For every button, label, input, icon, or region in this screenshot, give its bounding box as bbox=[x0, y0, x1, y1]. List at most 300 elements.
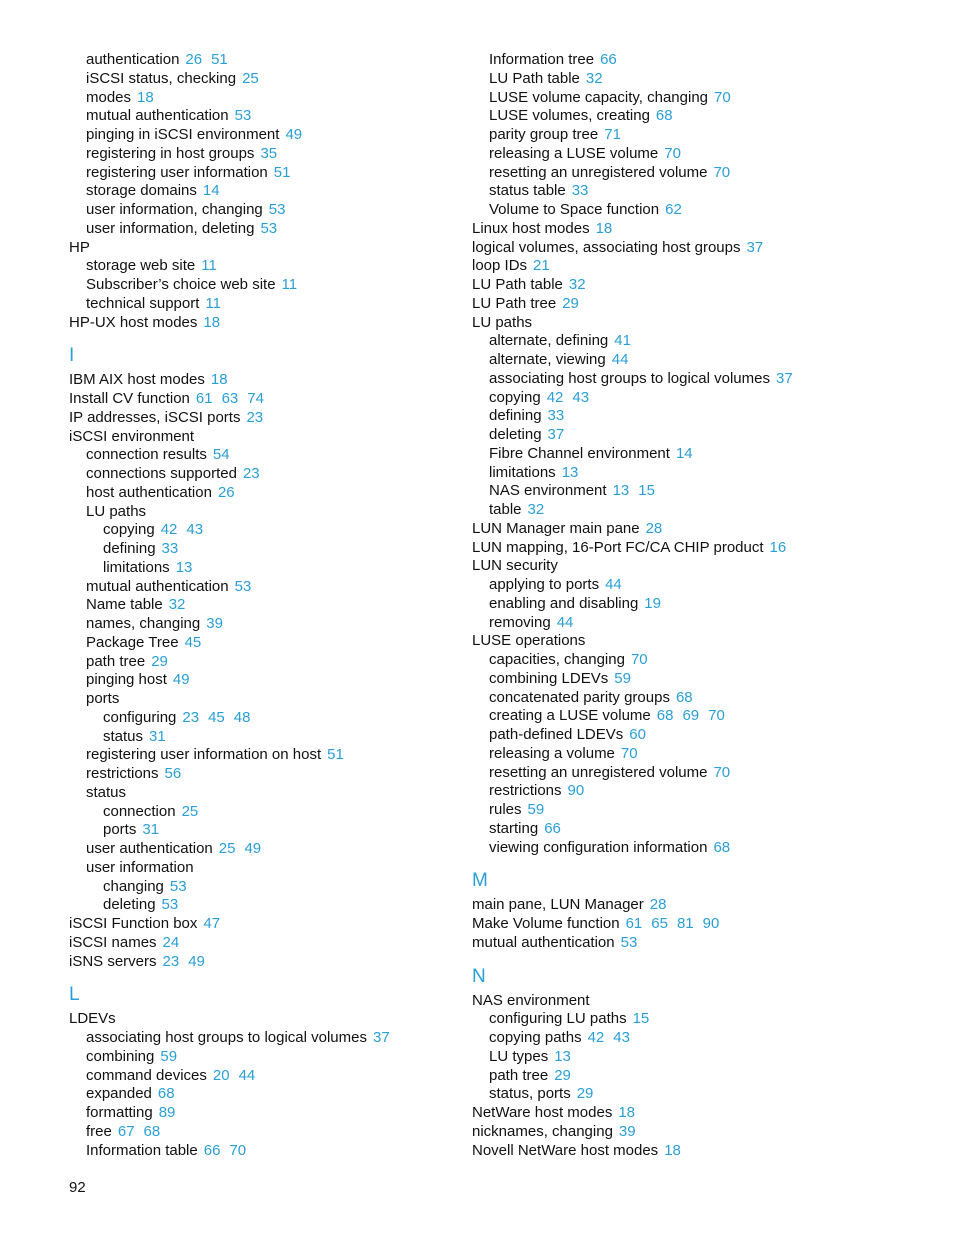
index-entry bbox=[69, 107, 449, 126]
page-reference-link[interactable]: 23 bbox=[246, 408, 264, 426]
page-reference-link[interactable]: 20 bbox=[212, 1066, 230, 1084]
index-term: HP bbox=[69, 238, 90, 256]
page-reference-link[interactable]: 33 bbox=[571, 182, 589, 200]
page-reference-link[interactable]: 37 bbox=[547, 426, 565, 443]
index-entry bbox=[472, 220, 912, 239]
index-term: path tree bbox=[86, 652, 146, 670]
page-reference-link[interactable]: 53 bbox=[260, 219, 278, 237]
page-reference-link[interactable]: 53 bbox=[234, 107, 252, 125]
index-term: ports bbox=[103, 821, 137, 839]
index-entry bbox=[472, 745, 912, 764]
page-reference-link[interactable]: 44 bbox=[611, 351, 629, 368]
index-entry bbox=[69, 803, 449, 822]
index-entry bbox=[472, 1029, 912, 1048]
page-reference-link[interactable]: 74 bbox=[247, 390, 264, 407]
index-entry bbox=[69, 709, 449, 728]
page-reference-link[interactable]: 66 bbox=[203, 1141, 221, 1159]
index-entry bbox=[69, 859, 449, 878]
page-reference-link[interactable]: 16 bbox=[769, 538, 787, 556]
page-reference-link[interactable]: 81 bbox=[676, 915, 694, 932]
index-term: iSCSI status, checking bbox=[86, 69, 237, 87]
page-reference-link[interactable]: 89 bbox=[158, 1104, 176, 1121]
index-entry bbox=[69, 446, 449, 465]
page-reference-link[interactable]: 61 bbox=[625, 915, 643, 932]
index-term: NAS environment bbox=[489, 482, 607, 500]
index-entry bbox=[472, 1010, 912, 1029]
index-term: connections supported bbox=[86, 465, 237, 482]
index-term: HP-UX host modes bbox=[69, 313, 198, 331]
page-reference-link[interactable]: 70 bbox=[713, 763, 731, 781]
page-reference-link[interactable]: 18 bbox=[203, 313, 221, 331]
index-entry bbox=[472, 1123, 912, 1142]
index-entry bbox=[69, 540, 449, 559]
page-reference-link[interactable]: 69 bbox=[682, 707, 700, 725]
index-entry bbox=[472, 482, 912, 501]
page-reference-link[interactable]: 39 bbox=[206, 615, 223, 632]
page-reference-link[interactable]: 11 bbox=[281, 276, 298, 293]
page-reference-link[interactable]: 13 bbox=[561, 463, 579, 481]
index-term: registering in host groups bbox=[86, 144, 255, 162]
page-reference-link[interactable]: 56 bbox=[164, 765, 182, 782]
index-entry bbox=[69, 70, 449, 89]
index-entry bbox=[472, 839, 912, 858]
page-reference-link[interactable]: 15 bbox=[632, 1010, 650, 1028]
page-reference-link[interactable]: 32 bbox=[168, 596, 186, 614]
index-entry bbox=[472, 576, 912, 595]
page-reference-link[interactable]: 44 bbox=[556, 613, 574, 631]
page-reference-link[interactable]: 42 bbox=[160, 521, 178, 539]
index-entry bbox=[472, 182, 912, 201]
index-term: resetting an unregistered volume bbox=[489, 163, 708, 181]
index-term: limitations bbox=[489, 463, 556, 481]
index-entry bbox=[472, 164, 912, 183]
index-entry bbox=[69, 1029, 449, 1048]
index-entry bbox=[69, 953, 449, 972]
index-term: LU types bbox=[489, 1047, 549, 1065]
page-reference-link[interactable]: 21 bbox=[533, 257, 550, 275]
index-entry bbox=[69, 821, 449, 840]
page-reference-link[interactable]: 29 bbox=[562, 294, 579, 312]
page-reference-link[interactable]: 48 bbox=[233, 708, 251, 726]
page-reference-link[interactable]: 66 bbox=[600, 51, 617, 68]
page-reference-link[interactable]: 29 bbox=[576, 1085, 594, 1103]
page-reference-link[interactable]: 70 bbox=[708, 707, 725, 725]
page-reference-link[interactable]: 33 bbox=[547, 407, 565, 425]
index-term: NAS environment bbox=[472, 991, 590, 1009]
index-term: deleting bbox=[489, 426, 542, 443]
index-term: LU Path tree bbox=[472, 294, 557, 312]
index-entry bbox=[472, 1067, 912, 1086]
page-reference-link[interactable]: 70 bbox=[714, 88, 731, 106]
index-entry bbox=[472, 107, 912, 126]
page-reference-link[interactable]: 53 bbox=[169, 877, 187, 895]
page-reference-link[interactable]: 70 bbox=[229, 1141, 247, 1159]
index-entry bbox=[472, 820, 912, 839]
index-term: Novell NetWare host modes bbox=[472, 1141, 659, 1159]
index-term: iSCSI Function box bbox=[69, 915, 198, 932]
page-reference-link[interactable]: 90 bbox=[702, 915, 720, 932]
page-reference-link[interactable]: 51 bbox=[327, 746, 344, 764]
page-reference-link[interactable]: 43 bbox=[613, 1029, 630, 1046]
index-entry bbox=[69, 840, 449, 859]
page-reference-link[interactable]: 67 bbox=[117, 1122, 135, 1140]
index-entry bbox=[472, 992, 912, 1011]
page-reference-link[interactable]: 25 bbox=[242, 69, 259, 87]
index-term: associating host groups to logical volumes bbox=[489, 369, 770, 387]
index-term: pinging in iSCSI environment bbox=[86, 126, 280, 143]
index-term: releasing a LUSE volume bbox=[489, 144, 659, 162]
index-term: copying paths bbox=[489, 1029, 582, 1046]
page-reference-link[interactable]: 70 bbox=[713, 163, 731, 181]
index-term: ports bbox=[86, 690, 120, 707]
index-term: table bbox=[489, 501, 522, 518]
page-reference-link[interactable]: 13 bbox=[612, 482, 630, 500]
index-entry bbox=[472, 689, 912, 708]
index-entry bbox=[472, 257, 912, 276]
page-reference-link[interactable]: 66 bbox=[544, 819, 561, 837]
page-reference-link[interactable]: 18 bbox=[618, 1104, 636, 1121]
index-entry bbox=[472, 332, 912, 351]
page-reference-link[interactable]: 11 bbox=[205, 294, 221, 312]
page-reference-link[interactable]: 25 bbox=[181, 802, 199, 820]
index-term: defining bbox=[489, 407, 542, 425]
page-reference-link[interactable]: 39 bbox=[618, 1122, 636, 1140]
page-reference-link[interactable]: 45 bbox=[208, 708, 225, 726]
index-term: Install CV function bbox=[69, 390, 190, 407]
index-term: releasing a volume bbox=[489, 744, 615, 762]
index-entry bbox=[472, 707, 912, 726]
index-entry bbox=[69, 503, 449, 522]
page-reference-link[interactable]: 14 bbox=[675, 444, 693, 462]
index-term: starting bbox=[489, 819, 539, 837]
page-reference-link[interactable]: 31 bbox=[142, 821, 160, 839]
page-reference-link[interactable]: 70 bbox=[620, 744, 638, 762]
index-letter-heading: L bbox=[69, 984, 80, 1006]
index-entry bbox=[69, 653, 449, 672]
index-entry bbox=[69, 915, 449, 934]
index-letter-heading: I bbox=[69, 345, 75, 367]
page-reference-link[interactable]: 68 bbox=[675, 688, 693, 706]
page-reference-link[interactable]: 70 bbox=[664, 144, 681, 162]
index-term: Name table bbox=[86, 596, 163, 614]
index-entry bbox=[69, 596, 449, 615]
index-entry bbox=[69, 521, 449, 540]
page-reference-link[interactable]: 53 bbox=[234, 577, 252, 595]
index-term: deleting bbox=[103, 896, 156, 914]
index-term: Information table bbox=[86, 1141, 198, 1159]
index-column-left bbox=[69, 51, 449, 1160]
page-reference-link[interactable]: 59 bbox=[160, 1047, 178, 1065]
index-entry bbox=[472, 51, 912, 70]
page-reference-link[interactable]: 43 bbox=[572, 388, 590, 406]
index-entry bbox=[69, 201, 449, 220]
index-term: combining LDEVs bbox=[489, 669, 609, 687]
index-term: Information tree bbox=[489, 51, 595, 68]
index-entry bbox=[472, 801, 912, 820]
page-reference-link[interactable]: 25 bbox=[218, 840, 236, 857]
page-reference-link[interactable]: 37 bbox=[746, 238, 764, 256]
page-reference-link[interactable]: 13 bbox=[175, 558, 193, 576]
index-entry bbox=[472, 389, 912, 408]
page-reference-link[interactable]: 62 bbox=[665, 201, 682, 218]
page-reference-link[interactable]: 44 bbox=[238, 1066, 256, 1084]
page-reference-link[interactable]: 53 bbox=[161, 896, 179, 914]
index-entry bbox=[69, 257, 449, 276]
index-term: enabling and disabling bbox=[489, 594, 639, 612]
index-entry bbox=[69, 728, 449, 747]
page-reference-link[interactable]: 19 bbox=[644, 594, 661, 612]
index-entry bbox=[69, 409, 449, 428]
page-reference-link[interactable]: 28 bbox=[649, 896, 667, 914]
page-reference-link[interactable]: 49 bbox=[188, 952, 205, 970]
page-reference-link[interactable]: 18 bbox=[210, 371, 228, 389]
page-reference-link[interactable]: 53 bbox=[268, 201, 286, 218]
page-reference-link[interactable]: 28 bbox=[645, 519, 663, 537]
index-term: connection bbox=[103, 802, 176, 820]
index-entry bbox=[472, 1085, 912, 1104]
index-entry bbox=[69, 428, 449, 447]
index-term: connection results bbox=[86, 446, 207, 464]
index-entry bbox=[472, 126, 912, 145]
index-term: status, ports bbox=[489, 1085, 571, 1103]
page-reference-link[interactable]: 42 bbox=[546, 388, 564, 406]
index-term: LUN Manager main pane bbox=[472, 519, 640, 537]
page-reference-link[interactable]: 41 bbox=[614, 332, 631, 350]
index-term: registering user information bbox=[86, 163, 268, 181]
page-reference-link[interactable]: 13 bbox=[554, 1047, 571, 1065]
index-column-right bbox=[472, 51, 912, 1160]
index-term: LUSE volume capacity, changing bbox=[489, 88, 709, 106]
index-term: status table bbox=[489, 182, 566, 200]
page-reference-link[interactable]: 53 bbox=[620, 933, 638, 951]
page-reference-link[interactable]: 49 bbox=[244, 840, 262, 857]
index-term: registering user information on host bbox=[86, 746, 322, 764]
index-term: iSCSI names bbox=[69, 933, 157, 951]
index-entry bbox=[472, 501, 912, 520]
page-reference-link[interactable]: 51 bbox=[211, 51, 228, 68]
index-term: mutual authentication bbox=[472, 933, 615, 951]
index-term: configuring bbox=[103, 708, 177, 726]
index-term: IBM AIX host modes bbox=[69, 371, 205, 389]
page-reference-link[interactable]: 49 bbox=[172, 671, 190, 689]
index-letter-heading: N bbox=[472, 965, 486, 987]
index-term: technical support bbox=[86, 294, 200, 312]
index-entry bbox=[69, 126, 449, 145]
index-term: main pane, LUN Manager bbox=[472, 896, 644, 914]
page-reference-link[interactable]: 63 bbox=[221, 390, 239, 407]
index-entry bbox=[69, 239, 449, 258]
index-term: host authentication bbox=[86, 483, 212, 501]
page-reference-link[interactable]: 49 bbox=[285, 126, 303, 143]
page-reference-link[interactable]: 31 bbox=[149, 727, 166, 745]
index-entry bbox=[69, 390, 449, 409]
page-reference-link[interactable]: 59 bbox=[527, 801, 545, 818]
page-reference-link[interactable]: 23 bbox=[162, 952, 180, 970]
index-term: LUSE operations bbox=[472, 632, 586, 650]
page-reference-link[interactable]: 51 bbox=[273, 163, 291, 181]
index-term: iSNS servers bbox=[69, 952, 157, 970]
index-entry bbox=[69, 559, 449, 578]
page-reference-link[interactable]: 32 bbox=[568, 276, 586, 293]
index-term: rules bbox=[489, 801, 522, 818]
page-reference-link[interactable]: 18 bbox=[664, 1141, 681, 1159]
page-reference-link[interactable]: 11 bbox=[201, 257, 217, 275]
page-reference-link[interactable]: 61 bbox=[195, 390, 213, 407]
index-term: formatting bbox=[86, 1104, 153, 1121]
index-entry bbox=[69, 371, 449, 390]
index-term: combining bbox=[86, 1047, 155, 1065]
page-reference-link[interactable]: 68 bbox=[655, 107, 673, 125]
page-reference-link[interactable]: 37 bbox=[373, 1029, 390, 1046]
page-reference-link[interactable]: 59 bbox=[614, 669, 631, 687]
index-entry bbox=[472, 670, 912, 689]
index-term: nicknames, changing bbox=[472, 1122, 613, 1140]
index-entry bbox=[472, 1142, 912, 1161]
index-entry bbox=[472, 426, 912, 445]
index-entry bbox=[69, 276, 449, 295]
page-reference-link[interactable]: 68 bbox=[157, 1085, 175, 1103]
page-reference-link[interactable]: 68 bbox=[143, 1122, 161, 1140]
index-term: NetWare host modes bbox=[472, 1104, 613, 1121]
index-entry bbox=[69, 578, 449, 597]
page-reference-link[interactable]: 65 bbox=[651, 915, 668, 932]
index-term: resetting an unregistered volume bbox=[489, 763, 708, 781]
index-entry bbox=[472, 276, 912, 295]
index-entry bbox=[69, 89, 449, 108]
index-entry bbox=[472, 70, 912, 89]
index-term: status bbox=[103, 727, 144, 745]
index-entry bbox=[69, 1085, 449, 1104]
index-term: limitations bbox=[103, 558, 170, 576]
page-reference-link[interactable]: 54 bbox=[212, 446, 230, 464]
index-term: loop IDs bbox=[472, 257, 528, 275]
page-reference-link[interactable]: 15 bbox=[638, 482, 655, 500]
index-entry bbox=[472, 726, 912, 745]
page-reference-link[interactable]: 44 bbox=[605, 576, 622, 593]
index-entry bbox=[69, 295, 449, 314]
index-term: path-defined LDEVs bbox=[489, 726, 624, 743]
index-entry bbox=[472, 314, 912, 333]
page-reference-link[interactable]: 60 bbox=[629, 726, 646, 743]
page-reference-link[interactable]: 32 bbox=[527, 501, 545, 518]
page-reference-link[interactable]: 26 bbox=[217, 483, 235, 501]
index-entry bbox=[472, 557, 912, 576]
index-term: removing bbox=[489, 613, 551, 631]
index-entry bbox=[472, 651, 912, 670]
index-entry bbox=[472, 614, 912, 633]
page-reference-link[interactable]: 90 bbox=[567, 782, 585, 800]
index-entry bbox=[472, 239, 912, 258]
index-term: user information, changing bbox=[86, 201, 263, 218]
page-reference-link[interactable]: 35 bbox=[260, 144, 278, 162]
index-entry bbox=[69, 314, 449, 333]
index-term: mutual authentication bbox=[86, 107, 229, 125]
index-entry bbox=[69, 1123, 449, 1142]
index-entry bbox=[472, 407, 912, 426]
index-term: authentication bbox=[86, 51, 180, 68]
index-entry bbox=[69, 784, 449, 803]
page-reference-link[interactable]: 68 bbox=[713, 838, 731, 856]
index-entry bbox=[69, 220, 449, 239]
index-letter-heading: M bbox=[472, 870, 488, 892]
index-term: copying bbox=[489, 388, 541, 406]
index-entry bbox=[69, 484, 449, 503]
index-entry bbox=[472, 934, 912, 953]
index-term: path tree bbox=[489, 1066, 549, 1084]
page-reference-link[interactable]: 68 bbox=[656, 707, 674, 725]
page-reference-link[interactable]: 33 bbox=[161, 540, 179, 557]
index-entry bbox=[69, 765, 449, 784]
index-entry bbox=[472, 1048, 912, 1067]
page-reference-link[interactable]: 29 bbox=[151, 652, 168, 670]
page-reference-link[interactable]: 42 bbox=[587, 1029, 605, 1046]
index-term: iSCSI environment bbox=[69, 427, 195, 445]
index-term: restrictions bbox=[86, 765, 159, 782]
index-entry bbox=[69, 164, 449, 183]
page-reference-link[interactable]: 71 bbox=[604, 126, 621, 143]
index-term: LDEVs bbox=[69, 1010, 116, 1028]
page-reference-link[interactable]: 47 bbox=[203, 915, 221, 932]
page-reference-link[interactable]: 26 bbox=[185, 51, 203, 68]
page-reference-link[interactable]: 23 bbox=[242, 465, 260, 482]
index-term: viewing configuration information bbox=[489, 838, 708, 856]
index-term: defining bbox=[103, 540, 156, 557]
index-entry bbox=[69, 1048, 449, 1067]
index-entry bbox=[69, 465, 449, 484]
index-term: alternate, defining bbox=[489, 332, 609, 350]
page-reference-link[interactable]: 37 bbox=[776, 369, 793, 387]
index-entry bbox=[472, 295, 912, 314]
index-entry bbox=[69, 690, 449, 709]
index-term: restrictions bbox=[489, 782, 562, 800]
index-term: creating a LUSE volume bbox=[489, 707, 651, 725]
index-entry bbox=[69, 1142, 449, 1161]
page-reference-link[interactable]: 43 bbox=[186, 521, 204, 539]
index-entry bbox=[69, 934, 449, 953]
index-term: free bbox=[86, 1122, 112, 1140]
index-term: pinging host bbox=[86, 671, 167, 689]
index-entry bbox=[69, 1104, 449, 1123]
index-entry bbox=[472, 896, 912, 915]
index-entry bbox=[69, 671, 449, 690]
index-term: expanded bbox=[86, 1085, 152, 1103]
page-reference-link[interactable]: 24 bbox=[162, 933, 180, 951]
index-entry bbox=[69, 145, 449, 164]
index-entry bbox=[472, 595, 912, 614]
page-reference-link[interactable]: 70 bbox=[630, 651, 648, 668]
index-entry bbox=[472, 464, 912, 483]
index-entry bbox=[472, 89, 912, 108]
page-reference-link[interactable]: 18 bbox=[595, 219, 613, 237]
page-reference-link[interactable]: 23 bbox=[182, 708, 200, 726]
index-entry bbox=[472, 520, 912, 539]
index-entry bbox=[472, 632, 912, 651]
index-term: Make Volume function bbox=[472, 915, 620, 932]
page-reference-link[interactable]: 29 bbox=[554, 1066, 571, 1084]
index-term: LUSE volumes, creating bbox=[489, 107, 650, 125]
index-term: names, changing bbox=[86, 615, 201, 632]
index-entry bbox=[69, 634, 449, 653]
index-term: user information bbox=[86, 858, 194, 876]
index-term: modes bbox=[86, 88, 132, 106]
page-reference-link[interactable]: 45 bbox=[184, 633, 202, 651]
index-term: LUN mapping, 16-Port FC/CA CHIP product bbox=[472, 538, 764, 556]
index-entry bbox=[472, 351, 912, 370]
index-entry bbox=[69, 896, 449, 915]
page-reference-link[interactable]: 14 bbox=[202, 182, 220, 200]
page-reference-link[interactable]: 18 bbox=[137, 88, 154, 106]
page-reference-link[interactable]: 32 bbox=[585, 69, 603, 87]
